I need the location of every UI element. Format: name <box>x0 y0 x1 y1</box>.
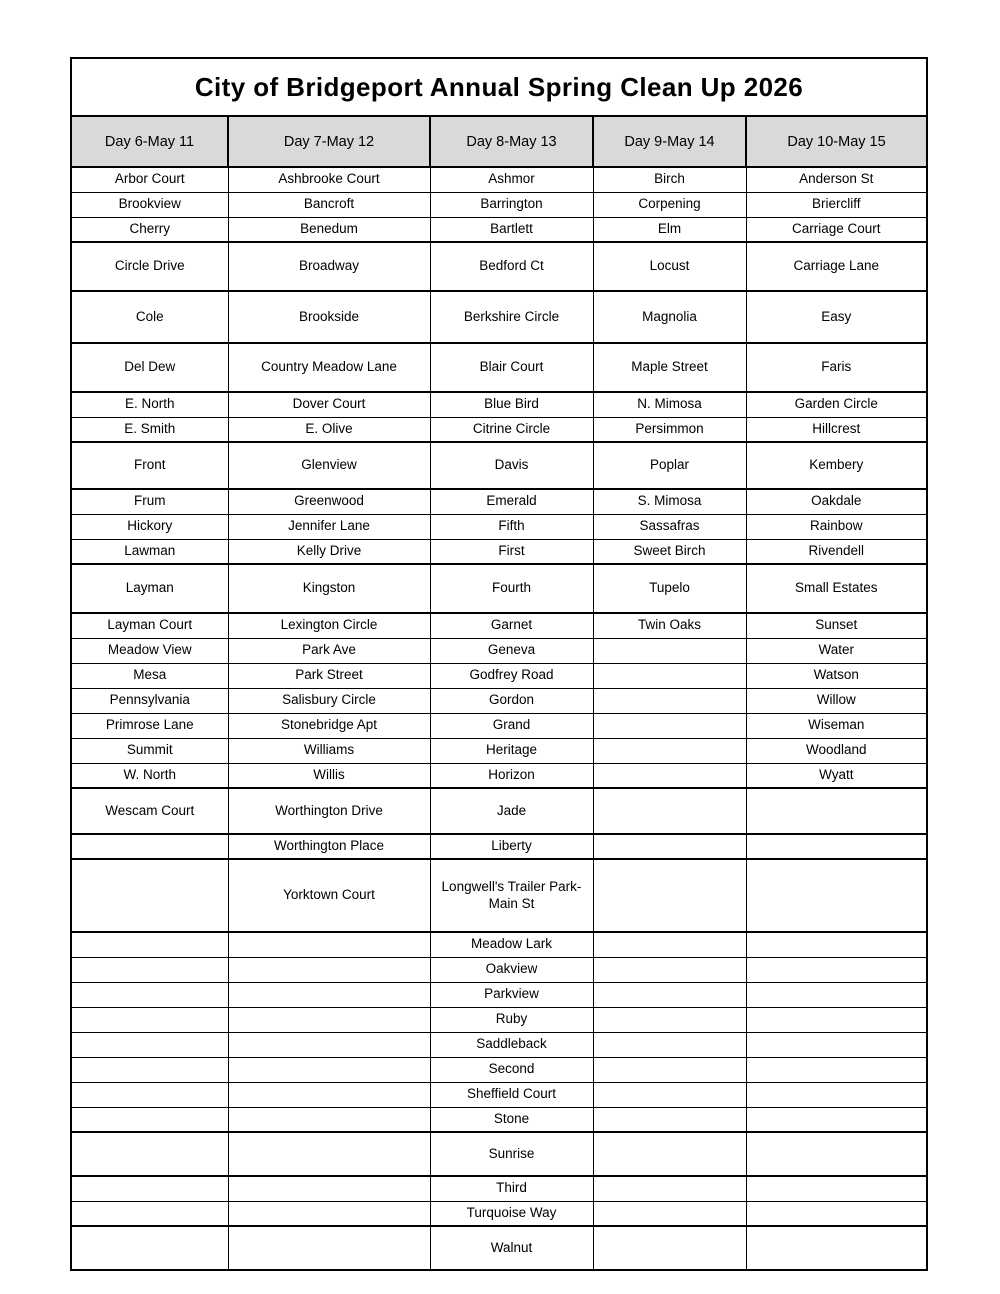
street-cell: Broadway <box>228 242 430 291</box>
table-row <box>71 957 927 982</box>
cleanup-schedule-table <box>70 57 928 1271</box>
street-cell: Corpening <box>593 192 746 217</box>
column-header-day9: Day 9-May 14 <box>593 116 746 167</box>
street-cell: Watson <box>746 663 927 688</box>
empty-cell <box>593 1201 746 1226</box>
empty-cell <box>593 957 746 982</box>
empty-cell <box>593 859 746 932</box>
empty-cell <box>746 834 927 859</box>
street-cell: Stonebridge Apt <box>228 713 430 738</box>
street-cell: Jade <box>430 788 593 834</box>
street-cell: Lexington Circle <box>228 613 430 638</box>
table-row <box>71 489 927 514</box>
table-row <box>71 417 927 442</box>
street-cell: Turquoise Way <box>430 1201 593 1226</box>
street-cell: Layman <box>71 564 228 613</box>
empty-cell <box>746 1107 927 1132</box>
table-row <box>71 1226 927 1270</box>
table-row <box>71 1132 927 1176</box>
table-row <box>71 1201 927 1226</box>
street-cell: Dover Court <box>228 392 430 417</box>
street-cell: Circle Drive <box>71 242 228 291</box>
table-row <box>71 763 927 788</box>
empty-cell <box>593 763 746 788</box>
empty-cell <box>228 932 430 957</box>
empty-cell <box>593 1007 746 1032</box>
street-cell: Oakview <box>430 957 593 982</box>
street-cell: E. North <box>71 392 228 417</box>
street-cell: First <box>430 539 593 564</box>
street-cell: Rivendell <box>746 539 927 564</box>
empty-cell <box>593 1082 746 1107</box>
table-row <box>71 167 927 192</box>
street-cell: Birch <box>593 167 746 192</box>
street-cell: Maple Street <box>593 343 746 392</box>
table-row <box>71 663 927 688</box>
empty-cell <box>71 1032 228 1057</box>
street-cell: Ashbrooke Court <box>228 167 430 192</box>
street-cell: Wiseman <box>746 713 927 738</box>
empty-cell <box>746 1032 927 1057</box>
empty-cell <box>746 957 927 982</box>
street-cell: Meadow Lark <box>430 932 593 957</box>
table-row <box>71 514 927 539</box>
street-cell: Bartlett <box>430 217 593 242</box>
empty-cell <box>228 1226 430 1270</box>
street-cell: Third <box>430 1176 593 1201</box>
empty-cell <box>228 957 430 982</box>
street-cell: Kingston <box>228 564 430 613</box>
day-header-row <box>71 116 927 167</box>
empty-cell <box>593 738 746 763</box>
empty-cell <box>746 1226 927 1270</box>
street-cell: Heritage <box>430 738 593 763</box>
street-cell: Arbor Court <box>71 167 228 192</box>
table-row <box>71 442 927 489</box>
empty-cell <box>746 982 927 1007</box>
empty-cell <box>71 932 228 957</box>
street-cell: Liberty <box>430 834 593 859</box>
street-cell: Second <box>430 1057 593 1082</box>
empty-cell <box>593 834 746 859</box>
empty-cell <box>746 1082 927 1107</box>
empty-cell <box>746 1201 927 1226</box>
street-cell: Park Street <box>228 663 430 688</box>
street-cell: Lawman <box>71 539 228 564</box>
street-cell: Layman Court <box>71 613 228 638</box>
street-cell: Locust <box>593 242 746 291</box>
empty-cell <box>746 932 927 957</box>
table-row <box>71 613 927 638</box>
street-cell: Carriage Lane <box>746 242 927 291</box>
table-row <box>71 1057 927 1082</box>
street-cell: Del Dew <box>71 343 228 392</box>
table-row <box>71 834 927 859</box>
empty-cell <box>593 638 746 663</box>
empty-cell <box>593 1057 746 1082</box>
table-row <box>71 1032 927 1057</box>
street-cell: Carriage Court <box>746 217 927 242</box>
empty-cell <box>746 1176 927 1201</box>
street-cell: Davis <box>430 442 593 489</box>
street-cell: Willis <box>228 763 430 788</box>
empty-cell <box>228 1176 430 1201</box>
table-row <box>71 1176 927 1201</box>
table-row <box>71 217 927 242</box>
table-row <box>71 688 927 713</box>
empty-cell <box>593 1176 746 1201</box>
street-cell: Geneva <box>430 638 593 663</box>
street-cell: Worthington Drive <box>228 788 430 834</box>
table-row <box>71 242 927 291</box>
street-cell: Twin Oaks <box>593 613 746 638</box>
street-cell: Berkshire Circle <box>430 291 593 343</box>
empty-cell <box>593 713 746 738</box>
street-cell: Blair Court <box>430 343 593 392</box>
street-cell: Briercliff <box>746 192 927 217</box>
table-row <box>71 1107 927 1132</box>
column-header-day7: Day 7-May 12 <box>228 116 430 167</box>
street-cell: Cole <box>71 291 228 343</box>
empty-cell <box>746 1007 927 1032</box>
table-row <box>71 1007 927 1032</box>
street-cell: Saddleback <box>430 1032 593 1057</box>
street-cell: Primrose Lane <box>71 713 228 738</box>
street-cell: Rainbow <box>746 514 927 539</box>
street-cell: Woodland <box>746 738 927 763</box>
empty-cell <box>71 1132 228 1176</box>
empty-cell <box>746 1132 927 1176</box>
street-cell: Summit <box>71 738 228 763</box>
street-cell: Sunrise <box>430 1132 593 1176</box>
empty-cell <box>71 1107 228 1132</box>
street-cell: Godfrey Road <box>430 663 593 688</box>
street-cell: Blue Bird <box>430 392 593 417</box>
street-cell: Ruby <box>430 1007 593 1032</box>
street-cell: Pennsylvania <box>71 688 228 713</box>
empty-cell <box>228 1032 430 1057</box>
table-row <box>71 1082 927 1107</box>
street-cell: Faris <box>746 343 927 392</box>
empty-cell <box>71 1226 228 1270</box>
table-row <box>71 564 927 613</box>
empty-cell <box>593 932 746 957</box>
empty-cell <box>593 688 746 713</box>
street-cell: Magnolia <box>593 291 746 343</box>
empty-cell <box>71 1176 228 1201</box>
street-cell: Hillcrest <box>746 417 927 442</box>
table-row <box>71 713 927 738</box>
document-page <box>70 57 926 1271</box>
empty-cell <box>746 788 927 834</box>
street-cell: Small Estates <box>746 564 927 613</box>
street-cell: Sweet Birch <box>593 539 746 564</box>
street-cell: Jennifer Lane <box>228 514 430 539</box>
empty-cell <box>71 834 228 859</box>
street-cell: Salisbury Circle <box>228 688 430 713</box>
street-cell: Longwell's Trailer Park-Main St <box>430 859 593 932</box>
street-cell: Water <box>746 638 927 663</box>
street-cell: W. North <box>71 763 228 788</box>
street-cell: Country Meadow Lane <box>228 343 430 392</box>
street-cell: Sheffield Court <box>430 1082 593 1107</box>
street-cell: Wyatt <box>746 763 927 788</box>
empty-cell <box>228 1132 430 1176</box>
street-cell: Yorktown Court <box>228 859 430 932</box>
table-row <box>71 859 927 932</box>
empty-cell <box>71 1082 228 1107</box>
column-header-day8: Day 8-May 13 <box>430 116 593 167</box>
table-row <box>71 192 927 217</box>
street-cell: Wescam Court <box>71 788 228 834</box>
street-cell: Citrine Circle <box>430 417 593 442</box>
empty-cell <box>593 1132 746 1176</box>
street-cell: Front <box>71 442 228 489</box>
street-cell: Worthington Place <box>228 834 430 859</box>
street-cell: S. Mimosa <box>593 489 746 514</box>
street-cell: Willow <box>746 688 927 713</box>
table-row <box>71 392 927 417</box>
street-cell: Grand <box>430 713 593 738</box>
street-cell: Emerald <box>430 489 593 514</box>
empty-cell <box>71 859 228 932</box>
street-cell: Brookview <box>71 192 228 217</box>
street-cell: Fifth <box>430 514 593 539</box>
street-cell: Hickory <box>71 514 228 539</box>
street-cell: N. Mimosa <box>593 392 746 417</box>
column-header-day10: Day 10-May 15 <box>746 116 927 167</box>
table-row <box>71 638 927 663</box>
street-cell: Cherry <box>71 217 228 242</box>
street-cell: Sassafras <box>593 514 746 539</box>
empty-cell <box>228 1007 430 1032</box>
street-cell: Parkview <box>430 982 593 1007</box>
empty-cell <box>593 788 746 834</box>
street-cell: Kelly Drive <box>228 539 430 564</box>
street-cell: Fourth <box>430 564 593 613</box>
empty-cell <box>71 957 228 982</box>
table-row <box>71 343 927 392</box>
street-cell: Mesa <box>71 663 228 688</box>
street-cell: Garnet <box>430 613 593 638</box>
table-row <box>71 982 927 1007</box>
schedule-body <box>71 167 927 1270</box>
empty-cell <box>746 859 927 932</box>
empty-cell <box>593 1226 746 1270</box>
street-cell: E. Smith <box>71 417 228 442</box>
street-cell: Ashmor <box>430 167 593 192</box>
empty-cell <box>228 1201 430 1226</box>
empty-cell <box>71 1057 228 1082</box>
street-cell: Garden Circle <box>746 392 927 417</box>
street-cell: Williams <box>228 738 430 763</box>
empty-cell <box>593 1032 746 1057</box>
street-cell: Persimmon <box>593 417 746 442</box>
table-row <box>71 788 927 834</box>
empty-cell <box>228 982 430 1007</box>
street-cell: Bancroft <box>228 192 430 217</box>
street-cell: Horizon <box>430 763 593 788</box>
table-row <box>71 539 927 564</box>
street-cell: Glenview <box>228 442 430 489</box>
street-cell: Oakdale <box>746 489 927 514</box>
street-cell: Gordon <box>430 688 593 713</box>
empty-cell <box>71 1007 228 1032</box>
empty-cell <box>593 982 746 1007</box>
page-title: City of Bridgeport Annual Spring Clean Up 2026 <box>71 58 927 116</box>
street-cell: Sunset <box>746 613 927 638</box>
empty-cell <box>228 1082 430 1107</box>
title-row <box>71 58 927 116</box>
street-cell: Meadow View <box>71 638 228 663</box>
street-cell: Barrington <box>430 192 593 217</box>
street-cell: Park Ave <box>228 638 430 663</box>
street-cell: Brookside <box>228 291 430 343</box>
empty-cell <box>746 1057 927 1082</box>
street-cell: Tupelo <box>593 564 746 613</box>
street-cell: Walnut <box>430 1226 593 1270</box>
street-cell: Frum <box>71 489 228 514</box>
empty-cell <box>593 663 746 688</box>
street-cell: Poplar <box>593 442 746 489</box>
street-cell: Greenwood <box>228 489 430 514</box>
empty-cell <box>71 1201 228 1226</box>
street-cell: E. Olive <box>228 417 430 442</box>
street-cell: Stone <box>430 1107 593 1132</box>
street-cell: Anderson St <box>746 167 927 192</box>
column-header-day6: Day 6-May 11 <box>71 116 228 167</box>
street-cell: Elm <box>593 217 746 242</box>
table-row <box>71 291 927 343</box>
empty-cell <box>228 1057 430 1082</box>
table-row <box>71 738 927 763</box>
street-cell: Benedum <box>228 217 430 242</box>
empty-cell <box>228 1107 430 1132</box>
empty-cell <box>593 1107 746 1132</box>
table-row <box>71 932 927 957</box>
street-cell: Kembery <box>746 442 927 489</box>
street-cell: Easy <box>746 291 927 343</box>
street-cell: Bedford Ct <box>430 242 593 291</box>
empty-cell <box>71 982 228 1007</box>
